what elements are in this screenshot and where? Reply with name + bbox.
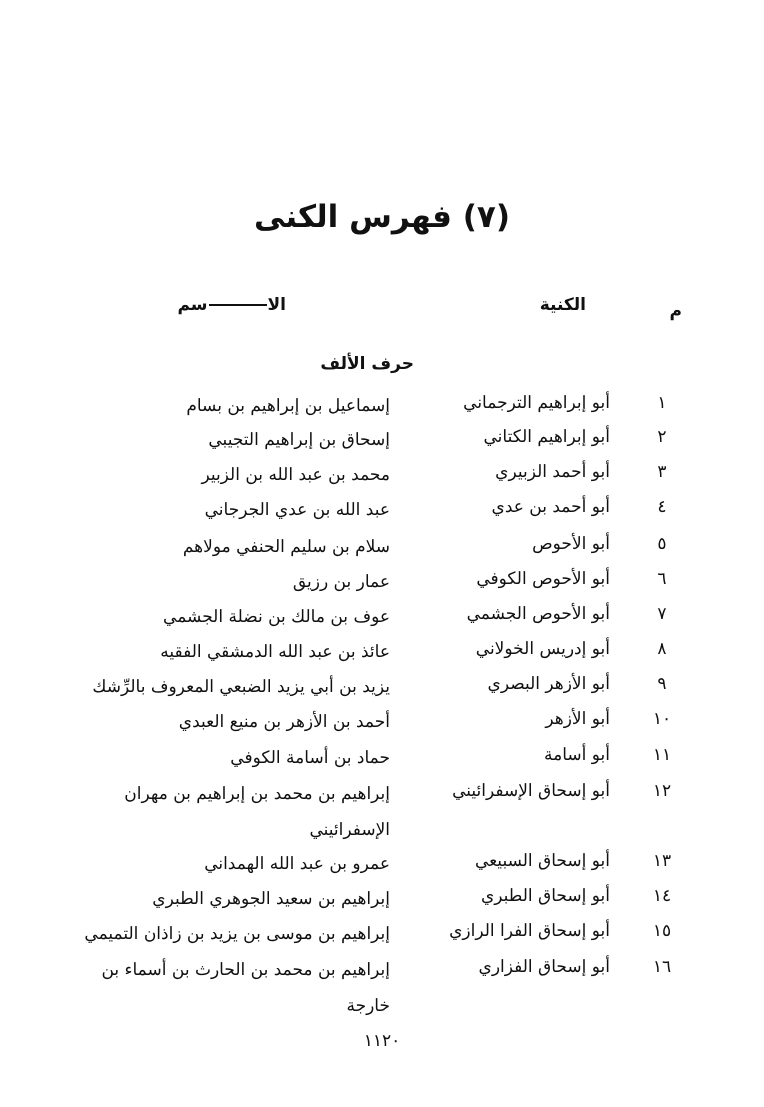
index-row (0, 564, 764, 594)
entry-kunya: أبو الأحوص الكوفي (476, 569, 610, 589)
section-heading: حرف الألف (320, 354, 414, 374)
kashida-bar (209, 304, 267, 306)
entry-name: سلام بن سليم الحنفي مولاهم (182, 537, 390, 557)
entry-name: عائذ بن عبد الله الدمشقي الفقيه (160, 642, 390, 662)
index-row (0, 599, 764, 629)
entry-name: محمد بن عبد الله بن الزبير (201, 465, 390, 485)
entry-name: عمار بن رزيق (292, 572, 390, 592)
entry-kunya: أبو إبراهيم الكتاني (483, 427, 610, 447)
entry-number: ١٤ (652, 886, 672, 906)
index-row (0, 457, 764, 487)
page-number: ١١٢٠ (363, 1031, 401, 1051)
entry-name: عمرو بن عبد الله الهمداني (204, 854, 390, 874)
entry-kunya: أبو إسحاق السبيعي (474, 851, 610, 871)
column-header-name-start: الا (267, 295, 286, 315)
entry-kunya: أبو أحمد الزبيري (495, 462, 610, 482)
entry-number: ١١ (652, 745, 672, 765)
entry-number: ١ (657, 393, 667, 413)
entry-kunya: أبو الأزهر (545, 709, 610, 729)
column-header-kunya: الكنية (539, 295, 586, 315)
entry-name: إبراهيم بن محمد بن الحارث بن أسماء بن خارجة (101, 960, 390, 1016)
entry-kunya: أبو إسحاق الطبري (480, 886, 610, 906)
entry-name: أحمد بن الأزهر بن منيع العبدي (178, 712, 390, 732)
entry-number: ٣ (657, 462, 667, 482)
index-row (0, 492, 764, 522)
index-row (0, 704, 764, 734)
entry-kunya: أبو إسحاق الفرا الرازي (449, 921, 610, 941)
entry-kunya: أبو الأزهر البصري (487, 674, 610, 694)
index-row (0, 669, 764, 699)
entry-kunya: أبو إسحاق الفزاري (478, 957, 610, 977)
entry-name: إسحاق بن إبراهيم التجيبي (208, 430, 390, 450)
index-row (0, 846, 764, 876)
entry-kunya: أبو الأحوص الجشمي (466, 604, 610, 624)
index-row (0, 776, 764, 846)
entry-number: ٤ (657, 497, 667, 517)
entry-name: إبراهيم بن محمد بن إبراهيم بن مهران الإسفرائيني (124, 784, 390, 840)
index-row (0, 916, 764, 946)
entry-number: ٨ (657, 639, 667, 659)
entry-number: ٧ (657, 604, 667, 624)
column-header-name-end: سم (177, 295, 208, 315)
entry-kunya: أبو إسحاق الإسفرائيني (452, 781, 610, 801)
entry-name: عوف بن مالك بن نضلة الجشمي (163, 607, 390, 627)
entry-kunya: أبو إدريس الخولاني (475, 639, 610, 659)
page-title: (٧) فهرس الكنى (254, 199, 510, 235)
entry-number: ١٥ (652, 921, 672, 941)
entry-kunya: أبو الأحوص (532, 534, 610, 554)
entry-name: إبراهيم بن موسى بن يزيد بن زاذان التميمي (84, 924, 390, 944)
entry-name: عبد الله بن عدي الجرجاني (204, 500, 390, 520)
entry-number: ١٢ (652, 781, 672, 801)
entry-number: ٦ (657, 569, 667, 589)
index-row (0, 388, 764, 418)
column-header-name (177, 290, 286, 320)
entry-kunya: أبو أحمد بن عدي (491, 497, 610, 517)
entry-number: ٩ (657, 674, 667, 694)
entry-number: ٥ (657, 534, 667, 554)
entry-number: ١٣ (652, 851, 672, 871)
column-header-number: م (669, 301, 682, 321)
entry-name: إبراهيم بن سعيد الجوهري الطبري (152, 889, 390, 909)
entry-kunya: أبو إبراهيم الترجماني (463, 393, 610, 413)
entry-name: حماد بن أسامة الكوفي (230, 748, 390, 768)
index-row (0, 740, 764, 770)
index-row (0, 422, 764, 452)
index-row (0, 881, 764, 911)
index-row (0, 529, 764, 559)
entry-number: ١٦ (652, 957, 672, 977)
entry-name: يزيد بن أبي يزيد الضبعي المعروف بالرِّشك (92, 677, 390, 697)
entry-kunya: أبو أسامة (543, 745, 610, 765)
entry-number: ١٠ (652, 709, 672, 729)
entry-number: ٢ (657, 427, 667, 447)
entry-name: إسماعيل بن إبراهيم بن بسام (186, 396, 390, 416)
index-row (0, 952, 764, 1022)
index-row (0, 634, 764, 664)
